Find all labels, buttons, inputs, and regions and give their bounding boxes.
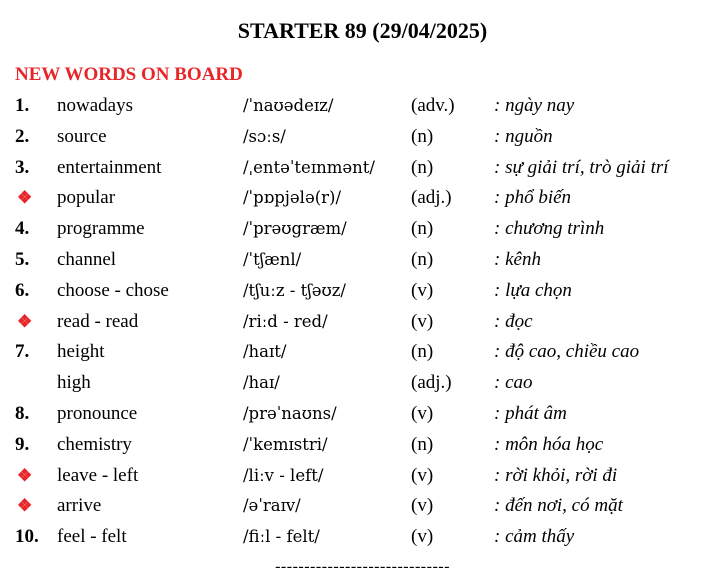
meaning: : phát âm (494, 402, 567, 424)
pronunciation: /tʃuːz - tʃəʊz/ (243, 280, 346, 300)
pronunciation: /ˈpɒpjələ(r)/ (243, 188, 342, 208)
vocab-row (0, 122, 725, 153)
part-of-speech: (adj.) (411, 372, 452, 394)
vocab-row (0, 183, 725, 214)
diamond-bullet-icon: ❖ (17, 465, 33, 485)
part-of-speech: (n) (411, 218, 434, 240)
meaning: : độ cao, chiều cao (494, 341, 640, 363)
meaning: : phổ biến (494, 187, 572, 209)
word: leave - left (57, 464, 139, 486)
word: chemistry (57, 433, 132, 455)
item-number: 2. (15, 125, 30, 147)
vocab-row (0, 399, 725, 430)
word: popular (57, 187, 116, 209)
vocab-row (0, 522, 725, 553)
item-number: 1. (15, 95, 30, 116)
word: source (57, 125, 107, 147)
section-heading: NEW WORDS ON BOARD (15, 64, 243, 85)
pronunciation: /prəˈnaʊns/ (243, 403, 337, 423)
meaning: : đến nơi, có mặt (494, 495, 623, 517)
word: arrive (57, 495, 102, 517)
word: choose - chose (57, 279, 169, 301)
meaning: : cao (494, 372, 533, 394)
word: pronounce (57, 402, 138, 424)
word: high (57, 372, 91, 394)
pronunciation: /haɪ/ (243, 373, 280, 393)
word: channel (57, 248, 117, 270)
pronunciation: /ˈnaʊədeɪz/ (243, 96, 334, 115)
vocab-row (0, 307, 725, 338)
word: nowadays (57, 95, 133, 116)
vocab-row (0, 153, 725, 184)
diamond-bullet-icon: ❖ (17, 311, 33, 331)
meaning: : môn hóa học (494, 433, 604, 455)
word: programme (57, 218, 145, 240)
vocab-row (0, 430, 725, 461)
meaning: : cảm thấy (494, 526, 575, 548)
part-of-speech: (v) (411, 464, 434, 486)
vocab-row (0, 461, 725, 492)
item-number: 3. (15, 156, 30, 178)
meaning: : ngày nay (494, 95, 575, 116)
pronunciation: /riːd - red/ (243, 311, 328, 331)
meaning: : lựa chọn (494, 279, 572, 301)
diamond-bullet-icon: ❖ (17, 496, 33, 516)
part-of-speech: (v) (411, 402, 434, 424)
item-number: 5. (15, 248, 30, 270)
item-number: 10. (15, 526, 39, 548)
word: feel - felt (57, 526, 127, 548)
pronunciation: /ˌentəˈteɪnmənt/ (243, 157, 375, 177)
item-number: 9. (15, 433, 30, 455)
meaning: : sự giải trí, trò giải trí (494, 156, 669, 178)
meaning: : kênh (494, 248, 541, 270)
meaning: : rời khỏi, rời đi (494, 464, 618, 486)
vocab-row (0, 337, 725, 368)
pronunciation: /ˈkemɪstri/ (243, 434, 328, 454)
item-number: 8. (15, 402, 30, 424)
meaning: : chương trình (494, 218, 605, 240)
part-of-speech: (v) (411, 310, 434, 332)
part-of-speech: (adv.) (411, 95, 455, 116)
part-of-speech: (adj.) (411, 187, 452, 209)
part-of-speech: (v) (411, 279, 434, 301)
pronunciation: /ˈprəʊgræm/ (243, 219, 347, 239)
item-number: 6. (15, 279, 30, 301)
vocab-row (0, 276, 725, 307)
pronunciation: /haɪt/ (243, 342, 287, 362)
word: entertainment (57, 156, 162, 178)
pronunciation: /fiːl - felt/ (243, 527, 320, 547)
vocabulary-list (0, 91, 725, 553)
page-title: STARTER 89 (29/04/2025) (237, 18, 488, 43)
vocab-row (0, 245, 725, 276)
word: height (57, 341, 105, 363)
vocab-row (0, 91, 725, 122)
item-number: 4. (15, 218, 30, 240)
vocab-row (0, 368, 725, 399)
part-of-speech: (n) (411, 125, 434, 147)
pronunciation: /əˈraɪv/ (243, 496, 301, 516)
pronunciation: /ˈtʃænl/ (243, 249, 302, 269)
vocab-row (0, 491, 725, 522)
pronunciation: /liːv - left/ (243, 465, 324, 485)
vocab-row (0, 214, 725, 245)
part-of-speech: (v) (411, 495, 434, 517)
meaning: : nguồn (494, 125, 553, 147)
part-of-speech: (n) (411, 156, 434, 178)
part-of-speech: (v) (411, 526, 434, 548)
separator-line: ------------------------------ (275, 558, 450, 575)
meaning: : đọc (494, 310, 533, 332)
word: read - read (57, 310, 139, 332)
part-of-speech: (n) (411, 341, 434, 363)
diamond-bullet-icon: ❖ (17, 188, 33, 208)
part-of-speech: (n) (411, 248, 434, 270)
pronunciation: /sɔːs/ (243, 126, 286, 146)
part-of-speech: (n) (411, 433, 434, 455)
item-number: 7. (15, 341, 30, 363)
